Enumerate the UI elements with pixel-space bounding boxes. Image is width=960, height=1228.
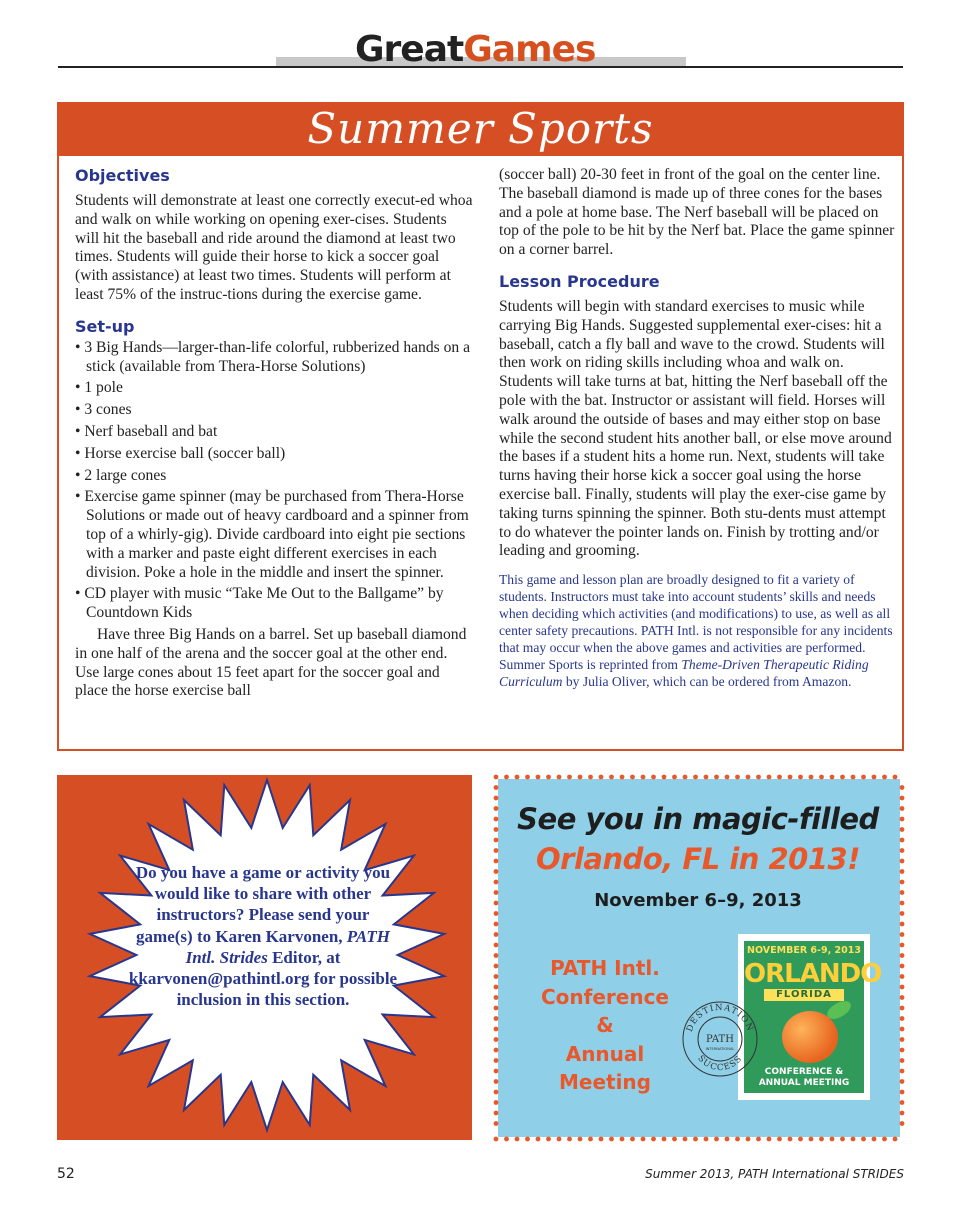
list-item: • Horse exercise ball (soccer ball) — [75, 444, 286, 462]
article-box — [57, 102, 904, 751]
callout-text: Do you have a game or activity you would like to share with other instructors? Please send your game(s) to Karen Karvonen, PATH Intl. Strides Editor, at kkarvonen@pathintl.org for possible inclusion in this section. — [128, 863, 398, 1010]
objectives-heading: Objectives — [75, 166, 170, 185]
article-left-column — [75, 166, 473, 701]
disclaimer-note: This game and lesson plan are broadly designed to fit a variety of students. Instructors must take into account students’ skills and needs when deciding which activities (and modifications) to use, as well as all center safety precautions. PATH Intl. is not responsible for any incidents that may occur when the above games and activities are performed. Summer Sports is reprinted from Theme-Driven Therapeutic Riding Curriculum by Julia Oliver, which can be ordered from Amazon. — [499, 572, 893, 690]
destination-success-seal — [681, 1000, 759, 1078]
promo-date: November 6–9, 2013 — [594, 890, 802, 911]
svg-text:DESTINATION: DESTINATION — [684, 1002, 756, 1034]
svg-text:INTERNATIONAL: INTERNATIONAL — [705, 1047, 735, 1051]
procedure-heading: Lesson Procedure — [499, 271, 660, 291]
list-item: • CD player with music “Take Me Out to the Ballgame” by Countdown Kids — [75, 585, 444, 622]
objectives-text: Students will demonstrate at least one correctly execut-ed whoa and walk on while working on opening exer-cises. Students will hit the baseball and ride around the diamond at least two times. Students will guide their horse to kick a soccer goal (with assistance) at least two times. Students will perform at least 75% of the instruc-tions during the exercise game. — [75, 192, 473, 303]
list-item: • 1 pole — [75, 379, 123, 397]
publication-footer: Summer 2013, PATH International STRIDES — [645, 1167, 904, 1181]
stamp-artwork — [744, 941, 882, 1093]
orange-icon — [782, 1011, 838, 1063]
stamp-city: ORLANDO — [744, 959, 882, 989]
list-item: • Nerf baseball and bat — [75, 422, 218, 440]
stamp-date: NOVEMBER 6-9, 2013 — [747, 945, 861, 956]
article-title: Summer Sports — [307, 104, 654, 153]
section-title-games: Games — [463, 29, 596, 70]
section-title — [355, 28, 595, 72]
stamp-caption: CONFERENCE & ANNUAL MEETING — [758, 1067, 850, 1088]
article-right-column — [499, 166, 895, 690]
section-title-great: Great — [355, 29, 464, 70]
setup-paragraph-continued: (soccer ball) 20-30 feet in front of the goal on the center line. The baseball diamond is made up of three cones for the bases and a pole at home base. The Nerf baseball will be placed on top of the pole to be hit by the Nerf bat. Place the game spinner on a corner barrel. — [499, 166, 895, 259]
list-item: • Exercise game spinner (may be purchased from Thera-Horse Solutions or made out of heavy cardboard and a spinner from top of a whirly-gig). Divide cardboard into eight pie sections with a marker and paste eight different exercises in each division. Poke a hole in the middle and insert the spinner. — [75, 488, 469, 581]
svg-text:SUCCESS: SUCCESS — [695, 1053, 745, 1074]
callout-publication: PATH Intl. Strides — [185, 926, 390, 967]
list-item: • 3 cones — [75, 401, 132, 419]
list-item: • 2 large cones — [75, 466, 167, 484]
promo-location: Orlando, FL in 2013! — [536, 842, 860, 876]
list-item: • 3 Big Hands—larger-than-life colorful, rubberized hands on a stick (available from Thera-Horse Solutions) — [75, 338, 471, 375]
setup-heading: Set-up — [75, 316, 135, 336]
setup-paragraph: Have three Big Hands on a barrel. Set up baseball diamond in one half of the arena and the soccer goal at the other end. Use large cones about 15 feet apart for the soccer goal and place the horse exercise ball — [75, 625, 467, 700]
book-title: Theme-Driven Therapeutic Riding Curriculum — [499, 657, 869, 690]
page-number: 52 — [57, 1166, 75, 1182]
procedure-text: Students will begin with standard exercises to music while carrying Big Hands. Suggested supplemental exer-cises: hit a baseball, catch a fly ball and wave to the crowd. Students will then work on riding skills including whoa and walk on. Students will take turns at bat, hitting the Nerf baseball off the pole with the bat. Instructor or assistant will field. Horses will walk around the outside of bases and may either stop on base while the second student hits another ball, or else move around the bases if a student hits a home run. Next, students will take turns having their horse kick a soccer goal using the horse exercise ball. Finally, students will play the exer-cise game by taking turns spinning the spinner. Both stu-dents must attempt to do whatever the pointer lands on. Finish by trotting and/or leading and grooming. — [499, 297, 892, 560]
setup-list — [75, 339, 473, 623]
svg-text:PATH: PATH — [706, 1034, 734, 1045]
stamp-state: FLORIDA — [764, 989, 844, 1001]
promo-headline: See you in magic-filled — [517, 802, 879, 836]
promo-conference-label: PATH Intl. Conference & Annual Meeting — [540, 956, 669, 1094]
